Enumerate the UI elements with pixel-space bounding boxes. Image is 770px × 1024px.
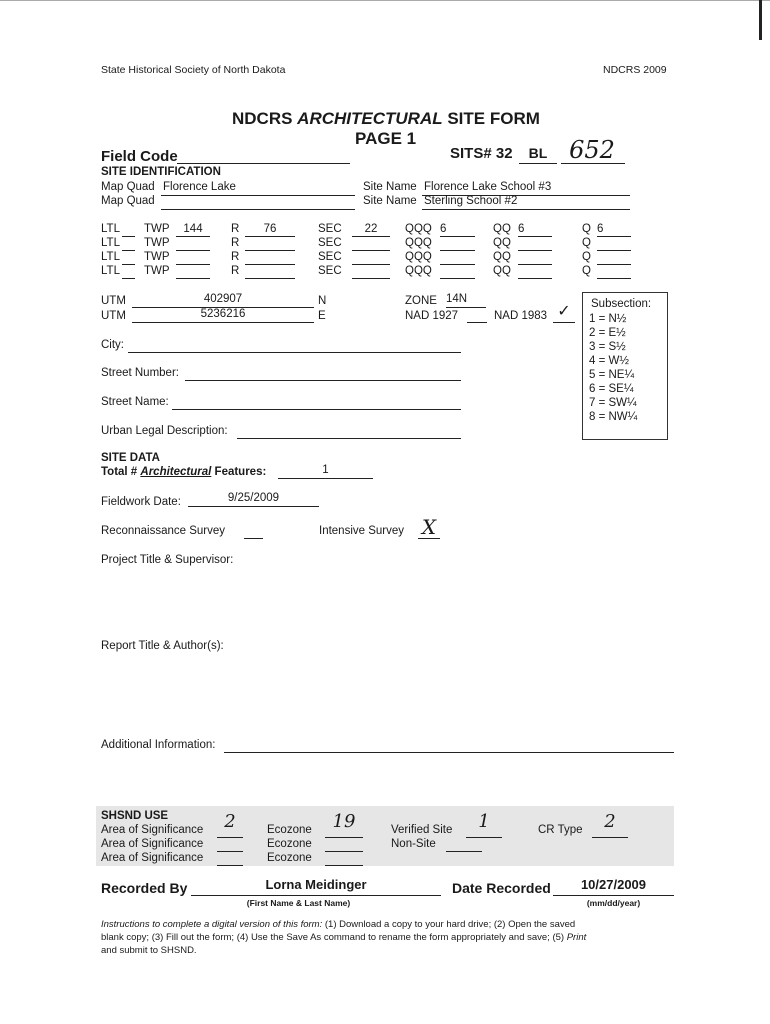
verified-site-input[interactable]	[466, 837, 502, 838]
site-name-value: Florence Lake School #3	[424, 181, 552, 193]
q-label: Q	[582, 237, 591, 249]
recorded-by-label: Recorded By	[101, 880, 188, 896]
ecozone-input[interactable]	[325, 851, 363, 852]
q-label: Q	[582, 223, 591, 235]
sits-county: BL	[528, 145, 548, 161]
sec-label: SEC	[318, 265, 342, 277]
twp-value: 144	[183, 223, 203, 235]
twp-label: TWP	[144, 237, 170, 249]
non-site-input[interactable]	[446, 851, 482, 852]
qq-label: QQ	[493, 223, 511, 235]
intensive-input[interactable]	[418, 538, 440, 539]
site-identification-heading: SITE IDENTIFICATION	[101, 166, 221, 178]
date-recorded-caption: (mm/dd/year)	[586, 898, 641, 908]
cr-type-label: CR Type	[538, 824, 583, 836]
area-significance-value: 2	[224, 811, 236, 832]
title-prefix: NDCRS	[232, 109, 298, 128]
site-name-input-2[interactable]	[422, 209, 630, 210]
range-label: R	[231, 251, 240, 263]
sec-input[interactable]	[352, 250, 390, 251]
recorded-by-input[interactable]	[191, 895, 441, 896]
nad1927-label: NAD 1927	[405, 310, 459, 322]
sec-label: SEC	[318, 251, 342, 263]
range-input[interactable]	[245, 250, 295, 251]
city-input[interactable]	[128, 352, 461, 353]
map-quad-label: Map Quad	[101, 181, 155, 193]
street-name-input[interactable]	[172, 409, 461, 410]
qq-input[interactable]	[518, 264, 552, 265]
range-label: R	[231, 223, 240, 235]
map-quad-label-2: Map Quad	[101, 195, 155, 207]
instructions-line-1	[101, 919, 575, 930]
twp-label: TWP	[144, 265, 170, 277]
date-recorded-input[interactable]	[553, 895, 674, 896]
additional-info-label: Additional Information:	[101, 739, 216, 751]
area-significance-label: Area of Significance	[101, 838, 204, 850]
nad1983-label: NAD 1983	[494, 310, 548, 322]
qqq-input[interactable]	[440, 250, 475, 251]
city-label: City:	[101, 339, 124, 351]
q-label: Q	[582, 265, 591, 277]
non-site-label: Non-Site	[391, 838, 436, 850]
urban-legal-input[interactable]	[237, 438, 461, 439]
ltl-label: LTL	[101, 251, 120, 263]
range-label: R	[231, 237, 240, 249]
twp-label: TWP	[144, 251, 170, 263]
q-label: Q	[582, 251, 591, 263]
form-title	[232, 109, 540, 129]
ltl-input[interactable]	[122, 250, 135, 251]
area-significance-input[interactable]	[217, 837, 243, 838]
nad1983-input[interactable]	[553, 322, 575, 323]
sits-county-line	[519, 163, 557, 164]
zone-input[interactable]	[446, 307, 486, 308]
nad1927-input[interactable]	[467, 322, 487, 323]
instructions-line-2	[101, 932, 586, 943]
q-input[interactable]	[597, 278, 631, 279]
zone-label: ZONE	[405, 295, 437, 307]
subsection-item: 5 = NE¼	[589, 369, 635, 381]
map-quad-value: Florence Lake	[163, 181, 236, 193]
ltl-label: LTL	[101, 265, 120, 277]
total-prefix: Total #	[101, 466, 141, 478]
instructions-steps-2: blank copy; (3) Fill out the form; (4) Use the Save As command to rename the form appropriately and save; (5)	[101, 932, 567, 943]
verified-site-label: Verified Site	[391, 824, 453, 836]
range-value: 76	[263, 223, 277, 235]
nad1983-check-icon: ✓	[557, 303, 571, 320]
subsection-title: Subsection:	[591, 298, 652, 310]
q-input[interactable]	[597, 264, 631, 265]
cr-type-value: 2	[604, 811, 616, 832]
street-name-label: Street Name:	[101, 396, 169, 408]
sec-label: SEC	[318, 237, 342, 249]
sec-input[interactable]	[352, 278, 390, 279]
urban-legal-label: Urban Legal Description:	[101, 425, 228, 437]
twp-label: TWP	[144, 223, 170, 235]
ecozone-input[interactable]	[325, 837, 363, 838]
qqq-label: QQQ	[405, 237, 432, 249]
qqq-label: QQQ	[405, 265, 432, 277]
q-value: 6	[597, 223, 604, 235]
field-code-label: Field Code	[101, 148, 178, 165]
qq-label: QQ	[493, 265, 511, 277]
qqq-input[interactable]	[440, 264, 475, 265]
ecozone-input[interactable]	[325, 865, 363, 866]
utm-easting-value: 5236216	[200, 308, 246, 320]
instructions-line-3: and submit to SHSND.	[101, 945, 197, 956]
field-code-input[interactable]	[177, 163, 350, 164]
utm-easting-input[interactable]	[132, 322, 314, 323]
utm-label-1: UTM	[101, 295, 126, 307]
sec-input[interactable]	[352, 236, 390, 237]
title-suffix: SITE FORM	[442, 109, 540, 128]
qq-input[interactable]	[518, 278, 552, 279]
street-number-label: Street Number:	[101, 367, 179, 379]
ltl-input[interactable]	[122, 264, 135, 265]
map-quad-input-2[interactable]	[161, 209, 355, 210]
title-italic: ARCHITECTURAL	[297, 109, 443, 128]
qq-input[interactable]	[518, 250, 552, 251]
subsection-item: 6 = SE¼	[589, 383, 634, 395]
subsection-item: 2 = E½	[589, 327, 626, 339]
twp-input[interactable]	[176, 236, 210, 237]
intensive-value: X	[421, 515, 437, 539]
sits-number-line	[561, 163, 625, 164]
page-number: PAGE 1	[355, 129, 417, 148]
range-input[interactable]	[245, 264, 295, 265]
sec-label: SEC	[318, 223, 342, 235]
area-significance-input[interactable]	[217, 865, 243, 866]
range-input[interactable]	[245, 278, 295, 279]
ecozone-label: Ecozone	[267, 838, 312, 850]
scan-edge-mark	[759, 0, 762, 40]
intensive-label: Intensive Survey	[319, 525, 405, 537]
q-input[interactable]	[597, 250, 631, 251]
utm-e-label: E	[318, 310, 326, 322]
ecozone-label: Ecozone	[267, 824, 312, 836]
ecozone-label: Ecozone	[267, 852, 312, 864]
twp-input[interactable]	[176, 264, 210, 265]
instructions-steps-1: (1) Download a copy to your hard drive; (2) Open the saved	[322, 919, 576, 930]
sits-number: 652	[569, 136, 615, 164]
ltl-label: LTL	[101, 237, 120, 249]
header-form-id: NDCRS 2009	[603, 64, 667, 76]
fieldwork-date-label: Fieldwork Date:	[101, 496, 181, 508]
qq-value: 6	[518, 223, 525, 235]
subsection-item: 3 = S½	[589, 341, 626, 353]
qq-label: QQ	[493, 251, 511, 263]
total-italic: Architectural	[140, 466, 212, 478]
qqq-input[interactable]	[440, 236, 475, 237]
project-title-label: Project Title & Supervisor:	[101, 554, 234, 566]
date-recorded-value: 10/27/2009	[580, 877, 647, 892]
header-organization: State Historical Society of North Dakota	[101, 64, 286, 76]
total-features-input[interactable]	[278, 478, 373, 479]
instructions-intro: Instructions to complete a digital version of this form:	[101, 919, 323, 930]
q-input[interactable]	[597, 236, 631, 237]
subsection-item: 8 = NW¼	[589, 411, 638, 423]
report-title-label: Report Title & Author(s):	[101, 640, 224, 652]
qqq-value: 6	[440, 223, 447, 235]
qqq-input[interactable]	[440, 278, 475, 279]
utm-northing-value: 402907	[203, 293, 243, 305]
date-recorded-label: Date Recorded	[452, 880, 551, 896]
street-number-input[interactable]	[185, 380, 461, 381]
ecozone-value: 19	[332, 811, 356, 832]
ltl-label: LTL	[101, 223, 120, 235]
area-significance-input[interactable]	[217, 851, 243, 852]
utm-n-label: N	[318, 295, 327, 307]
range-input[interactable]	[245, 236, 295, 237]
qqq-label: QQQ	[405, 223, 432, 235]
scan-top-edge	[0, 0, 770, 1]
area-significance-label: Area of Significance	[101, 824, 204, 836]
ltl-input[interactable]	[122, 236, 135, 237]
ltl-input[interactable]	[122, 278, 135, 279]
site-data-heading: SITE DATA	[101, 452, 160, 464]
qqq-label: QQQ	[405, 251, 432, 263]
site-name-label: Site Name	[363, 181, 417, 193]
sec-input[interactable]	[352, 264, 390, 265]
reconnaissance-label: Reconnaissance Survey	[101, 525, 226, 537]
sits-label: SITS# 32	[450, 145, 513, 162]
recorded-by-value: Lorna Meidinger	[265, 877, 367, 892]
subsection-item: 4 = W½	[589, 355, 629, 367]
total-suffix: Features:	[211, 466, 267, 478]
reconnaissance-input[interactable]	[244, 538, 263, 539]
subsection-item: 1 = N½	[589, 313, 627, 325]
verified-site-value: 1	[478, 811, 490, 832]
twp-input[interactable]	[176, 250, 210, 251]
site-name-label-2: Site Name	[363, 195, 417, 207]
fieldwork-date-input[interactable]	[188, 506, 319, 507]
cr-type-input[interactable]	[592, 837, 628, 838]
area-significance-label: Area of Significance	[101, 852, 204, 864]
instructions-print: Print	[566, 932, 587, 943]
recorded-by-caption: (First Name & Last Name)	[246, 898, 351, 908]
utm-label-2: UTM	[101, 310, 126, 322]
zone-value: 14N	[446, 293, 468, 305]
qq-label: QQ	[493, 237, 511, 249]
shsnd-heading: SHSND USE	[101, 810, 169, 822]
range-label: R	[231, 265, 240, 277]
additional-info-input[interactable]	[224, 752, 674, 753]
sec-value: 22	[364, 223, 378, 235]
site-name-value-2: Sterling School #2	[424, 195, 518, 207]
total-features-label	[101, 466, 266, 478]
twp-input[interactable]	[176, 278, 210, 279]
map-quad-input-1[interactable]	[161, 195, 355, 196]
qq-input[interactable]	[518, 236, 552, 237]
subsection-item: 7 = SW¼	[589, 397, 637, 409]
fieldwork-date-value: 9/25/2009	[227, 492, 280, 504]
total-features-value: 1	[322, 464, 329, 476]
